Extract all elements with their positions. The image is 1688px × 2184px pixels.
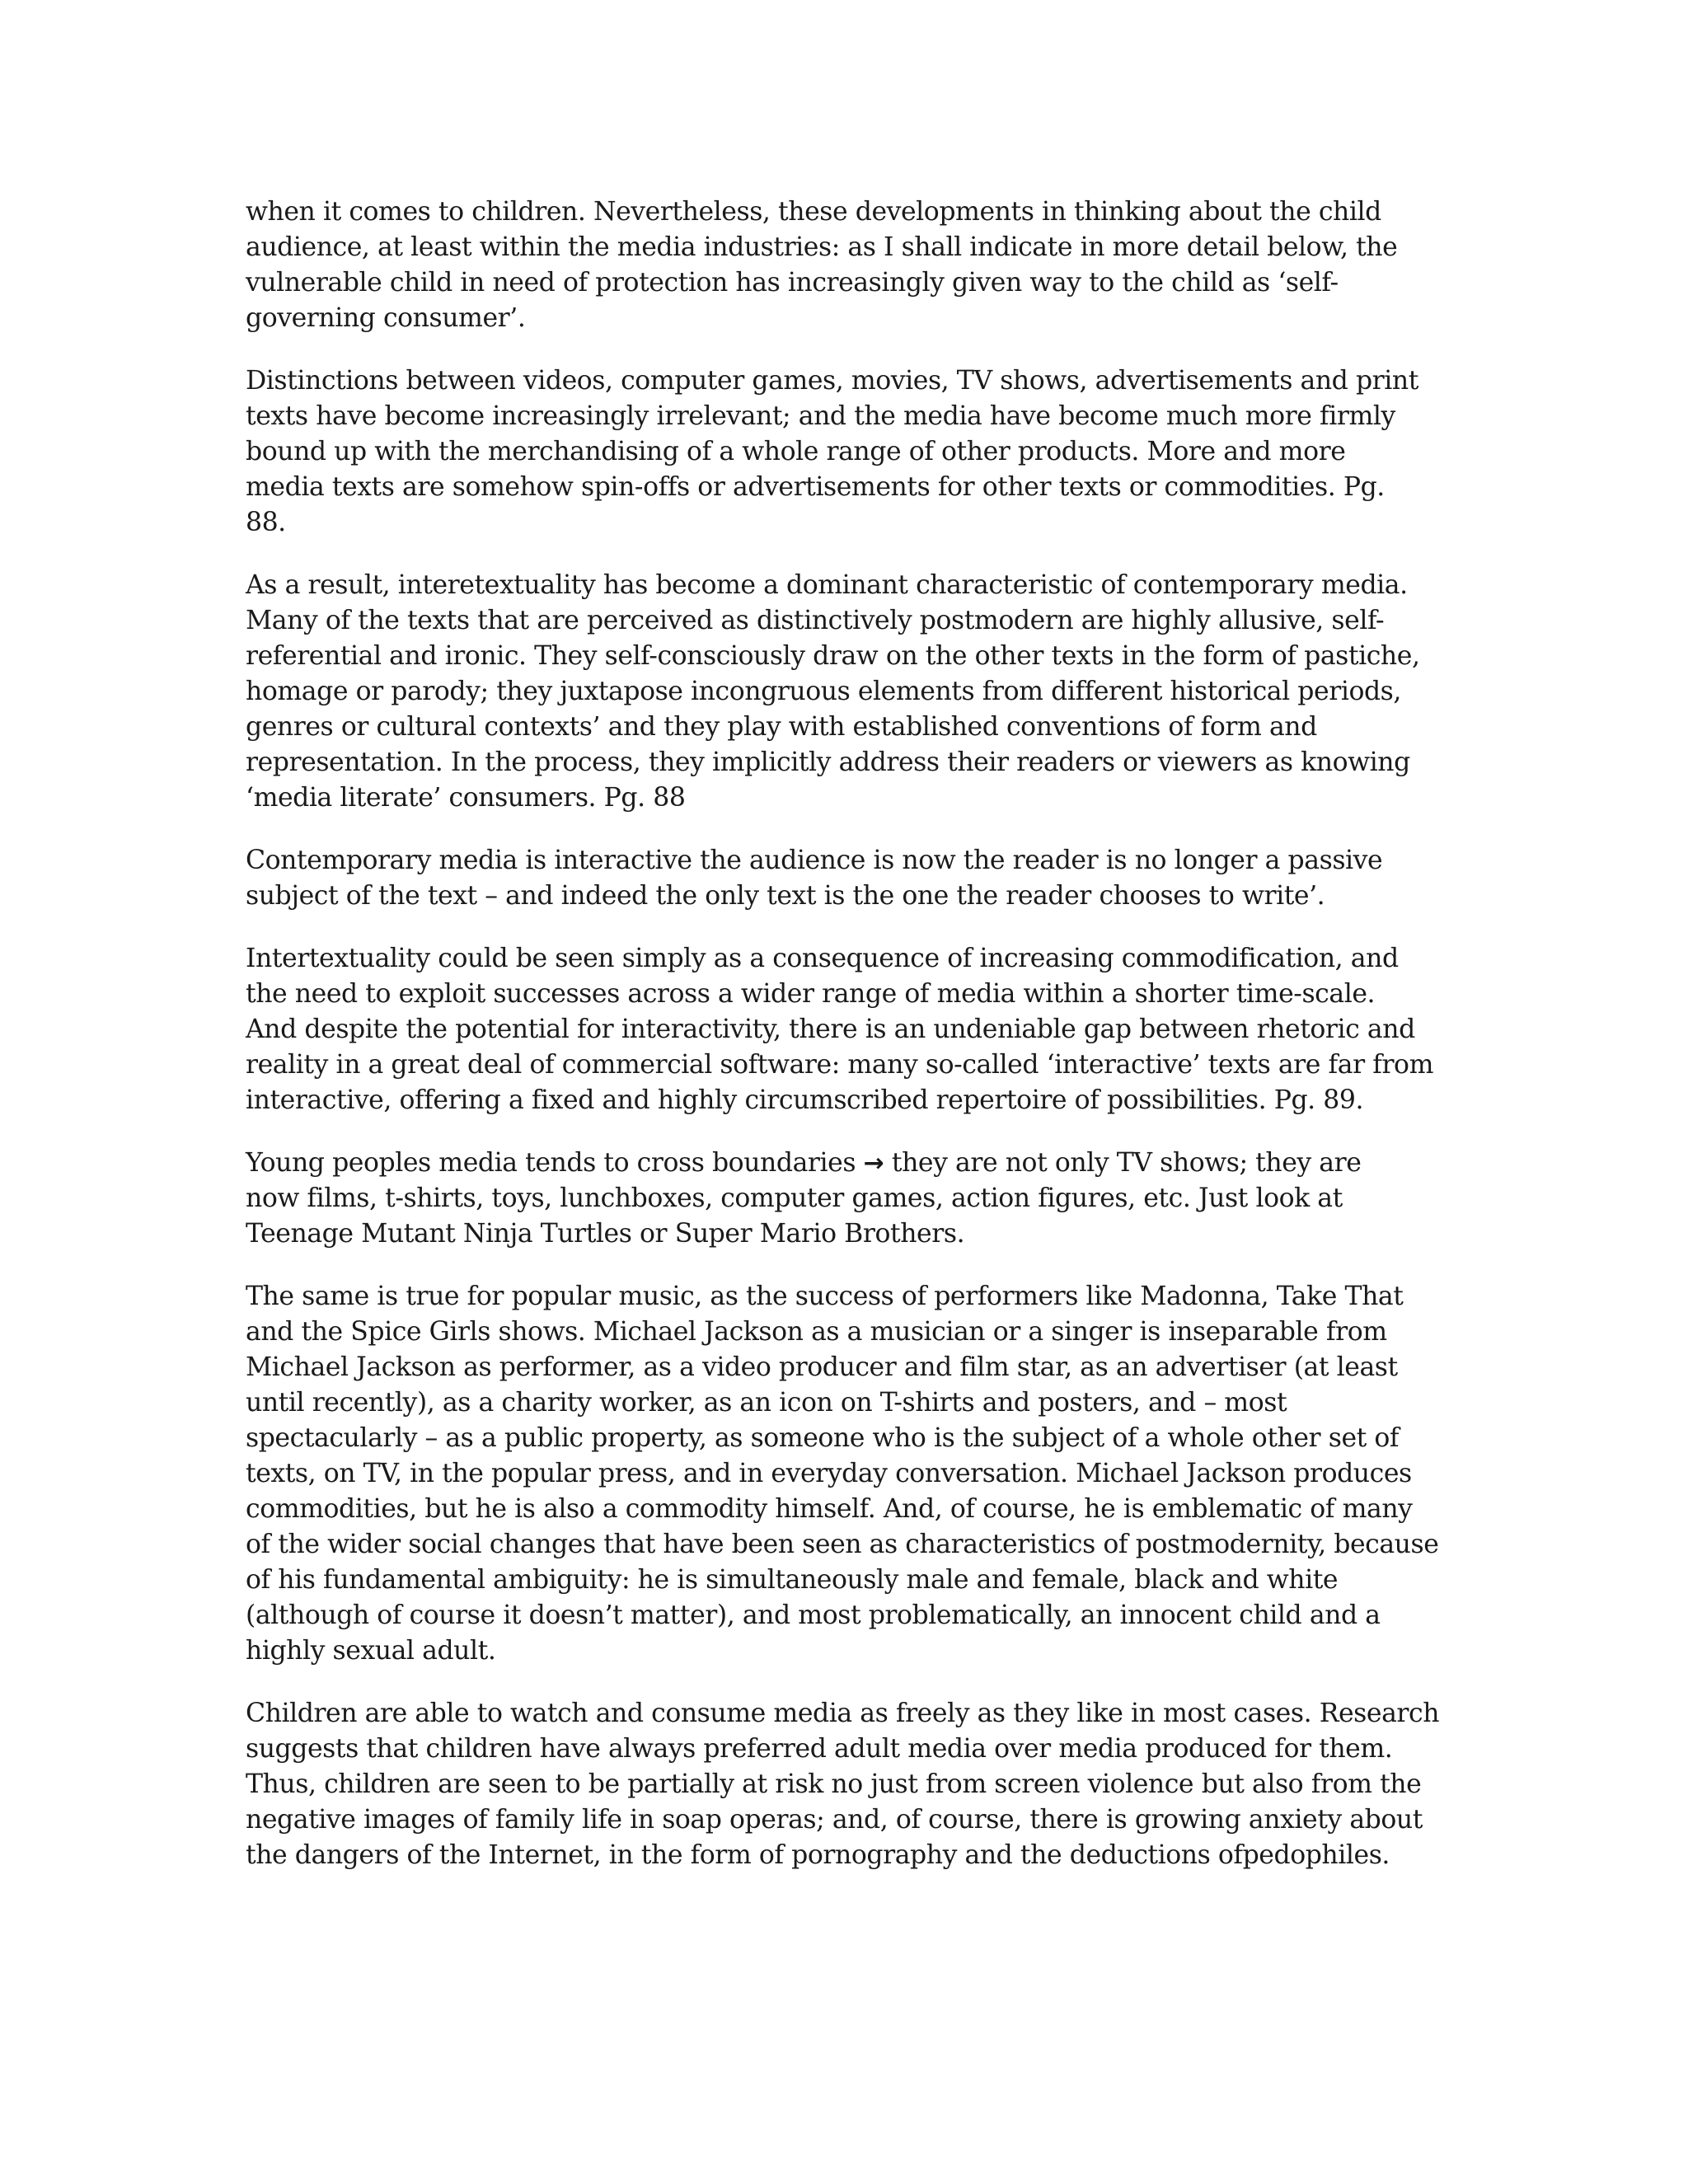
right-arrow-icon: → [863, 1149, 884, 1178]
paragraph-intertextuality-result: As a result, interetextuality has become a dominant characteristic of contemporary media. Many of the texts that are perceived as distinctively postmodern are highly allusive, self- referential and ironic. They self-consciously draw on the other texts in the form of pastiche, homage or parody; they juxtapose incongruous elements from different historical periods, genres or cultural contexts’ and they play with established conventions of form and representation. In the process, they implicitly address their readers or viewers as knowing ‘media literate’ consumers. Pg. 88 [246, 570, 1420, 813]
paragraph-commodification: Intertextuality could be seen simply as a consequence of increasing commodification, and the need to exploit successes across a wider range of media within a shorter time-scale. And despite the potential for interactivity, there is an undeniable gap between rhetoric and reality in a great deal of commercial software: many so-called ‘interactive’ texts are far from interactive, offering a fixed and highly circumscribed repertoire of possibilities. Pg. 89. [246, 944, 1433, 1115]
paragraph-child-audience: when it comes to children. Nevertheless, these developments in thinking about the child audience, at least within the media industries: as I shall indicate in more detail below, the vulnerable child in need of protection has increasingly given way to the child as ‘self- governing consumer’. [246, 197, 1398, 333]
body-text [246, 194, 1449, 1900]
paragraph-popular-music: The same is true for popular music, as the success of performers like Madonna, Take That and the Spice Girls shows. Michael Jackson as a musician or a singer is inseparable from Michael Jackson as performer, as a video producer and film star, as an advertiser (at least until recently), as a charity worker, as an icon on T-shirts and posters, and – most spectacularly – as a public property, as someone who is the subject of a whole other set of texts, on TV, in the popular press, and in everyday conversation. Michael Jackson produces commodities, but he is also a commodity himself. And, of course, he is emblematic of many of the wider social changes that have been seen as characteristics of postmodernity, because of his fundamental ambiguity: he is simultaneously male and female, black and white (although of course it doesn’t matter), and most problematically, an innocent child and a highly sexual adult. [246, 1282, 1439, 1666]
cross-boundaries-lead: Young peoples media tends to cross boundaries [246, 1148, 864, 1178]
cross-boundaries-rest: they are not only TV shows; they are now films, t-shirts, toys, lunchboxes, computer games, action figures, etc. Just look at Teenage Mutant Ninja Turtles or Super Mario Brothers. [246, 1148, 1362, 1249]
paragraph-children-risk: Children are able to watch and consume media as freely as they like in most cases. Research suggests that children have always preferred adult media over media produced for them. Thus, children are seen to be partially at risk no just from screen violence but also from the negative images of family life in soap operas; and, of course, there is growing anxiety about the dangers of the Internet, in the form of pornography and the deductions ofpedophiles. [246, 1699, 1440, 1870]
paragraph-distinctions: Distinctions between videos, computer games, movies, TV shows, advertisements and print texts have become increasingly irrelevant; and the media have become much more firmly bound up with the merchandising of a whole range of other products. More and more media texts are somehow spin-offs or advertisements for other texts or commodities. Pg. 88. [246, 366, 1418, 537]
paragraph-cross-boundaries [246, 1146, 1449, 1252]
paragraph-interactive-media: Contemporary media is interactive the audience is now the reader is no longer a passive subject of the text – and indeed the only text is the one the reader chooses to write’. [246, 846, 1383, 911]
